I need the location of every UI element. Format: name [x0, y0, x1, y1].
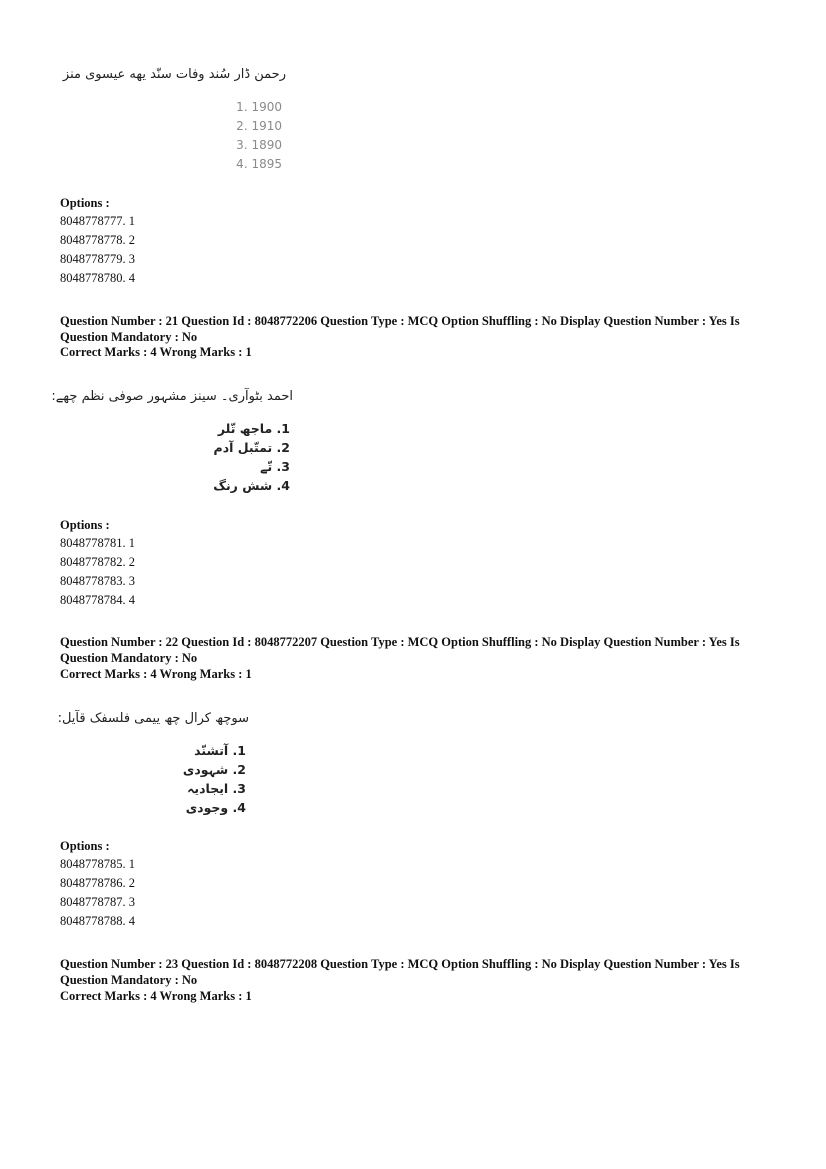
question-text: سوچھ کرال چھ ییمی فلسفک قآیل: [57, 711, 249, 726]
marks-line: Correct Marks : 4 Wrong Marks : 1 [60, 667, 252, 681]
question-meta-line: Question Mandatory : No [60, 973, 198, 987]
question-meta-line: Question Mandatory : No [60, 651, 198, 665]
option-id: 8048778785. 1 [60, 857, 135, 871]
choice-2: 1910 .2 [236, 119, 282, 133]
options-label: Options : [60, 196, 110, 210]
choice-4: 4. شش رنگ [213, 478, 290, 493]
choice-1: 1. ماجھ تّلر [217, 421, 290, 436]
question-meta-line: Question Number : 23 Question Id : 8048772208 Question Type : MCQ Option Shuffling : No Display Question Number : Yes Is [60, 957, 740, 971]
option-id: 8048778782. 2 [60, 555, 135, 569]
marks-line: Correct Marks : 4 Wrong Marks : 1 [60, 345, 252, 359]
choice-2: 2. تمتّبل آدم [213, 440, 290, 455]
choice-3: 1890 .3 [236, 138, 282, 152]
choice-4: 1895 .4 [236, 157, 282, 171]
option-id: 8048778787. 3 [60, 895, 135, 909]
question-meta-line: Question Mandatory : No [60, 330, 198, 344]
options-label: Options : [60, 839, 110, 853]
option-id: 8048778778. 2 [60, 233, 135, 247]
choice-3: 3. تّے [260, 459, 290, 474]
choice-2: 2. شہودی [182, 762, 246, 777]
question-meta [60, 313, 760, 345]
marks-line: Correct Marks : 4 Wrong Marks : 1 [60, 989, 252, 1003]
option-id: 8048778788. 4 [60, 914, 135, 928]
option-id: 8048778781. 1 [60, 536, 135, 550]
option-id: 8048778777. 1 [60, 214, 135, 228]
question-meta-line: Question Number : 21 Question Id : 8048772206 Question Type : MCQ Option Shuffling : No Display Question Number : Yes Is [60, 314, 740, 328]
options-label: Options : [60, 518, 110, 532]
choice-1: 1. آتشنّد [194, 743, 246, 758]
question-text: احمد بٹوآری۔ سینز مشہور صوفی نظم چھے: [51, 389, 293, 404]
question-meta-line: Question Number : 22 Question Id : 8048772207 Question Type : MCQ Option Shuffling : No Display Question Number : Yes Is [60, 635, 740, 649]
option-id: 8048778784. 4 [60, 593, 135, 607]
option-id: 8048778786. 2 [60, 876, 135, 890]
choice-1: 1900 .1 [236, 100, 282, 114]
option-id: 8048778780. 4 [60, 271, 135, 285]
choice-3: 3. ایجادیہ [187, 781, 246, 796]
question-meta [60, 956, 760, 988]
option-id: 8048778779. 3 [60, 252, 135, 266]
choice-4: 4. وجودی [185, 800, 246, 815]
question-text: رحمن ڈار سُند وفات سنّد يهه عيسوى منز [62, 67, 286, 82]
option-id: 8048778783. 3 [60, 574, 135, 588]
question-meta [60, 634, 760, 666]
